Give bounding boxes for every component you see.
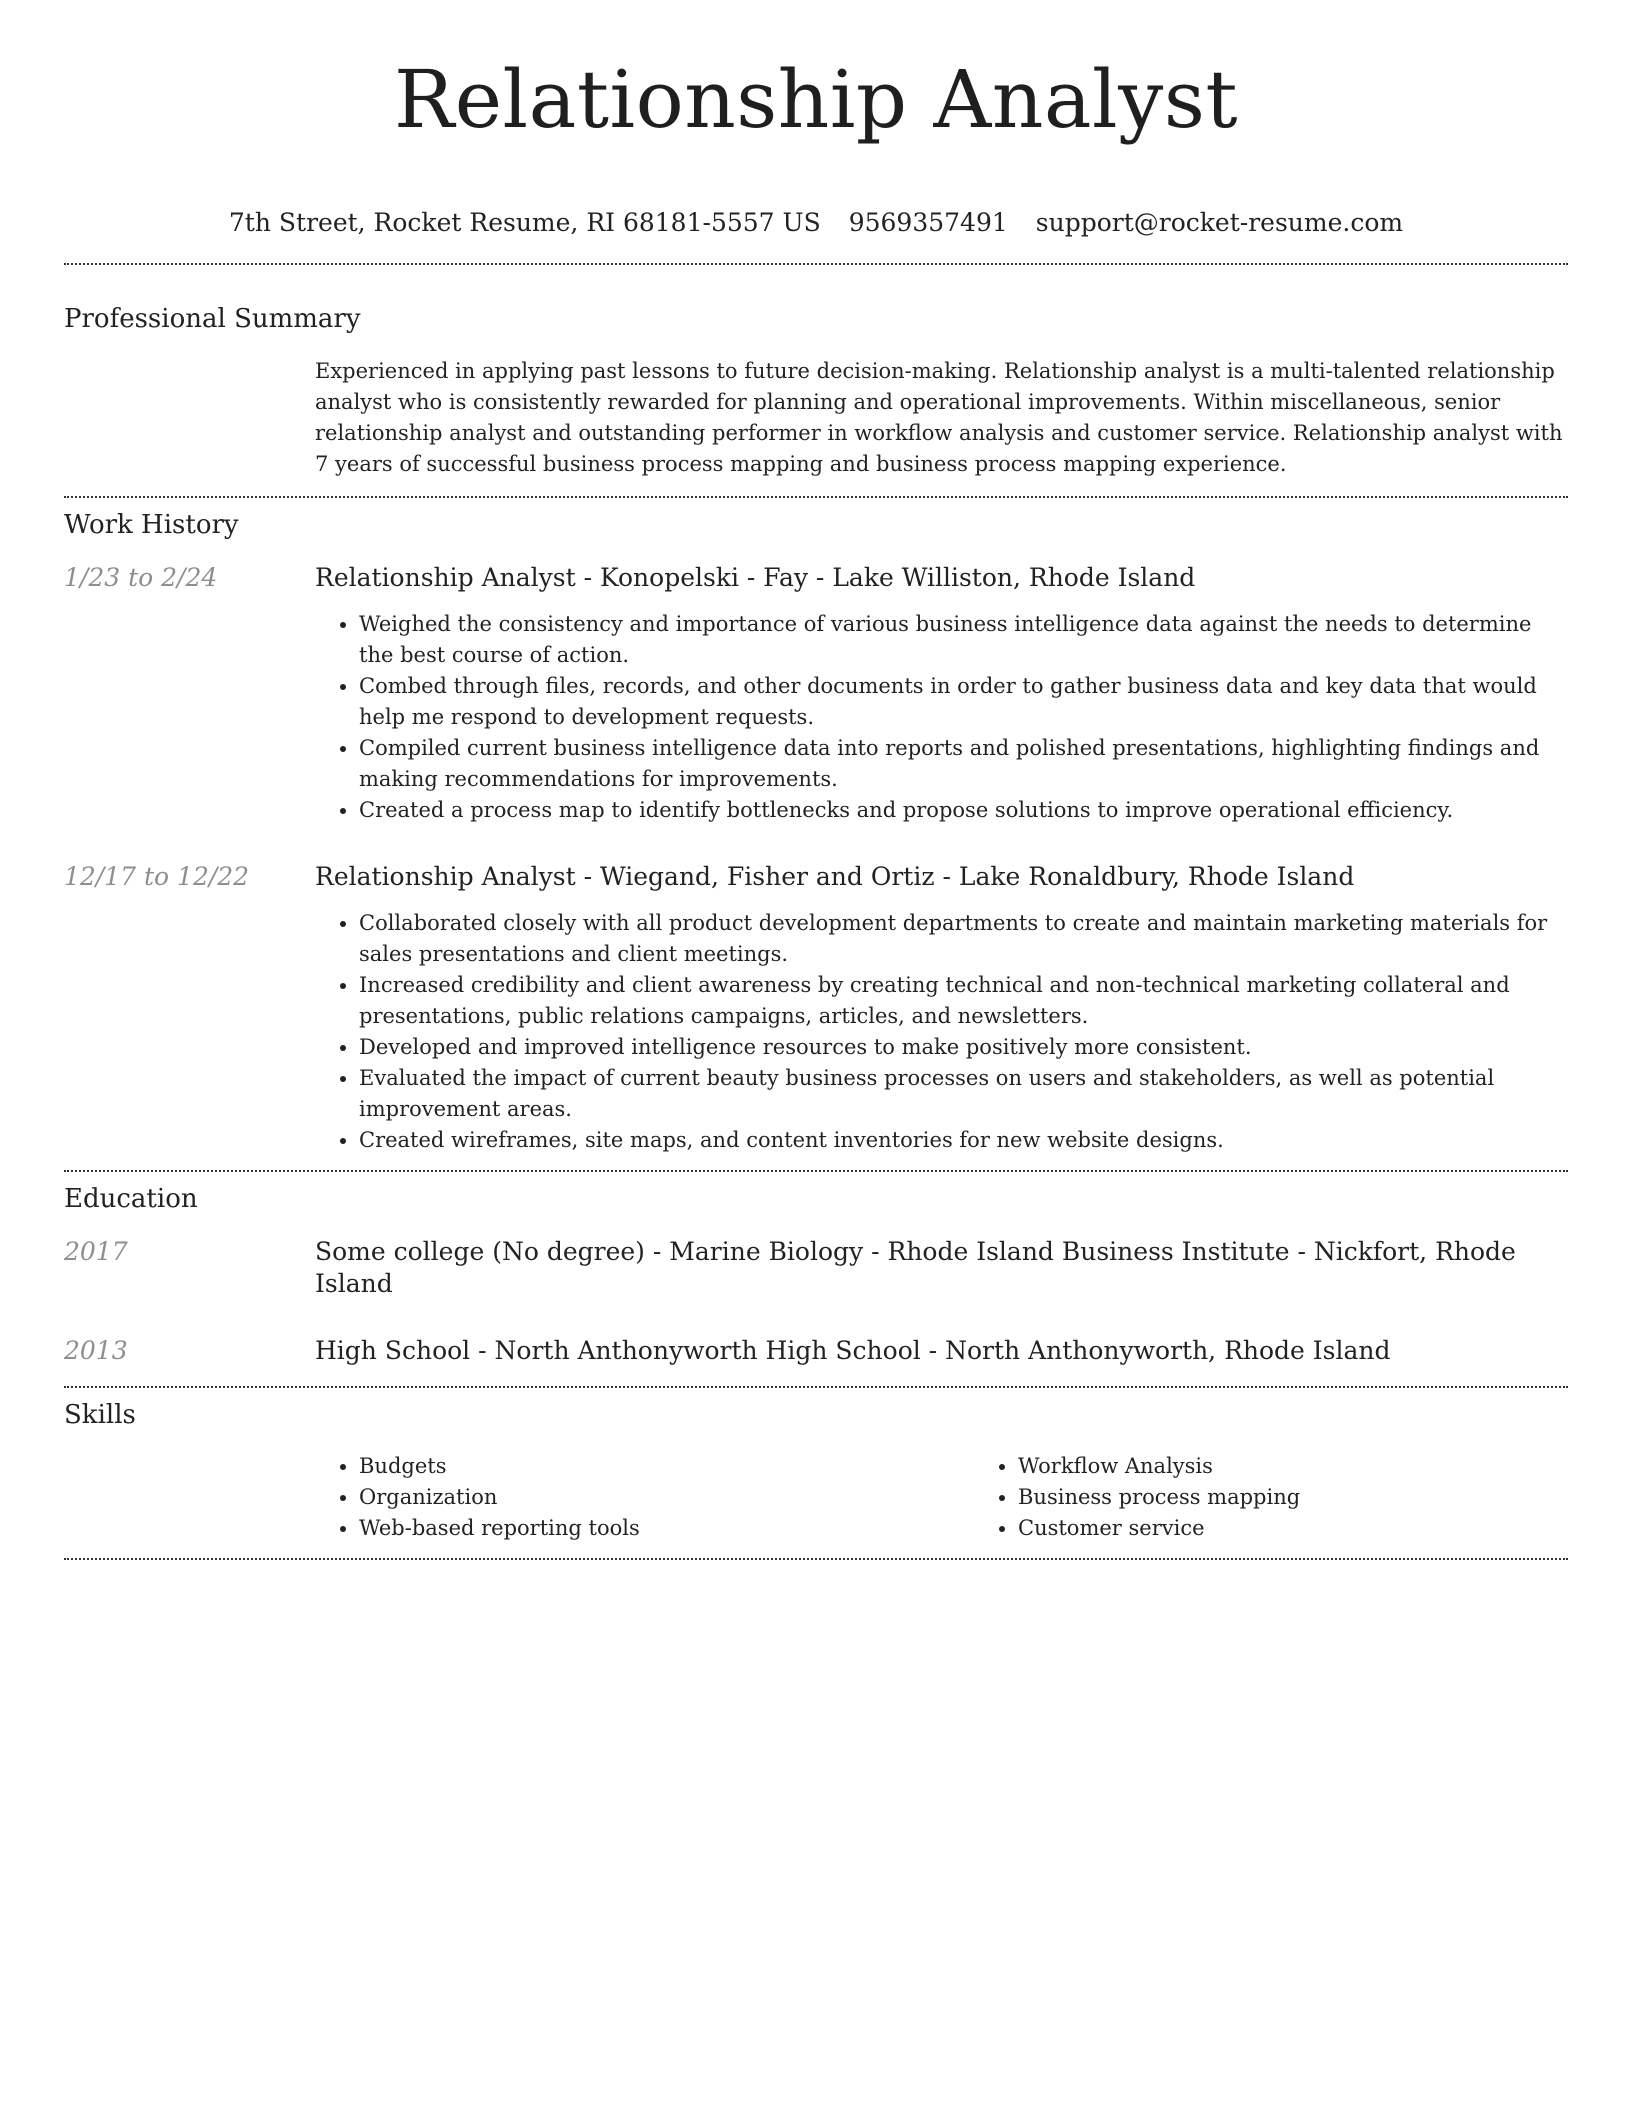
education-text: Some college (No degree) - Marine Biology - Rhode Island Business Institute - Nickfort, Rhode Island <box>315 1237 1516 1298</box>
education-entry <box>64 1236 1568 1300</box>
list-item: • Increased credibility and client awareness by creating technical and non-technical marketing collateral and presentations, public relations campaigns, articles, and newsletters. <box>359 970 1568 1032</box>
contact-line <box>64 207 1568 239</box>
contact-address: 7th Street, Rocket Resume, RI 68181-5557 US <box>228 208 821 237</box>
skill-item: • Business process mapping <box>1018 1482 1632 1513</box>
job-dates: 1/23 to 2/24 <box>64 563 218 592</box>
skill-item: • Organization <box>359 1482 974 1513</box>
skill-item: • Web-based reporting tools <box>359 1513 974 1544</box>
education-heading: Education <box>64 1184 198 1214</box>
summary-heading: Professional Summary <box>64 304 361 334</box>
contact-email: support@rocket-resume.com <box>1035 208 1404 237</box>
skills-column-left <box>315 1451 974 1544</box>
skill-item: • Workflow Analysis <box>1018 1451 1632 1482</box>
section-divider <box>64 1386 1568 1388</box>
job-bullets <box>315 908 1568 1156</box>
job-entry <box>64 861 1568 1156</box>
list-item: • Created wireframes, site maps, and content inventories for new website designs. <box>359 1125 1568 1156</box>
education-entry <box>64 1335 1568 1367</box>
summary-text: Experienced in applying past lessons to future decision-making. Relationship analyst is a multi-talented relationship analyst who is consistently rewarded for planning and operational improvements. Within miscellaneous, senior relationship analyst and outstanding performer in workflow analysis and customer service. Relationship analyst with 7 years of successful business process mapping and business process mapping experience. <box>315 359 1563 476</box>
section-divider <box>64 1558 1568 1560</box>
list-item: • Weighed the consistency and importance of various business intelligence data against the needs to determine the best course of action. <box>359 609 1568 671</box>
job-entry <box>64 562 1568 826</box>
job-dates: 12/17 to 12/22 <box>64 862 250 891</box>
list-item: • Compiled current business intelligence data into reports and polished presentations, highlighting findings and making recommendations for improvements. <box>359 733 1568 795</box>
section-divider <box>64 263 1568 265</box>
section-divider <box>64 496 1568 498</box>
candidate-name: Relationship Analyst <box>393 53 1239 146</box>
list-item: • Created a process map to identify bottlenecks and propose solutions to improve operational efficiency. <box>359 795 1568 826</box>
education-year: 2013 <box>64 1336 128 1365</box>
job-title: Relationship Analyst - Konopelski - Fay - Lake Williston, Rhode Island <box>315 563 1196 592</box>
skill-item: • Customer service <box>1018 1513 1632 1544</box>
skill-item: • Budgets <box>359 1451 974 1482</box>
list-item: • Combed through files, records, and other documents in order to gather business data and key data that would help me respond to development requests. <box>359 671 1568 733</box>
contact-phone: 9569357491 <box>848 208 1008 237</box>
list-item: • Collaborated closely with all product development departments to create and maintain marketing materials for sales presentations and client meetings. <box>359 908 1568 970</box>
list-item: • Developed and improved intelligence resources to make positively more consistent. <box>359 1032 1568 1063</box>
work-history-heading: Work History <box>64 510 239 540</box>
job-bullets <box>315 609 1568 826</box>
job-title: Relationship Analyst - Wiegand, Fisher and Ortiz - Lake Ronaldbury, Rhode Island <box>315 862 1355 891</box>
skills-heading: Skills <box>64 1400 136 1430</box>
section-divider <box>64 1170 1568 1172</box>
education-text: High School - North Anthonyworth High School - North Anthonyworth, Rhode Island <box>315 1336 1391 1365</box>
skills-list <box>315 1451 1632 1544</box>
skills-column-right <box>974 1451 1632 1544</box>
education-year: 2017 <box>64 1237 128 1266</box>
list-item: • Evaluated the impact of current beauty business processes on users and stakeholders, as well as potential improvement areas. <box>359 1063 1568 1125</box>
